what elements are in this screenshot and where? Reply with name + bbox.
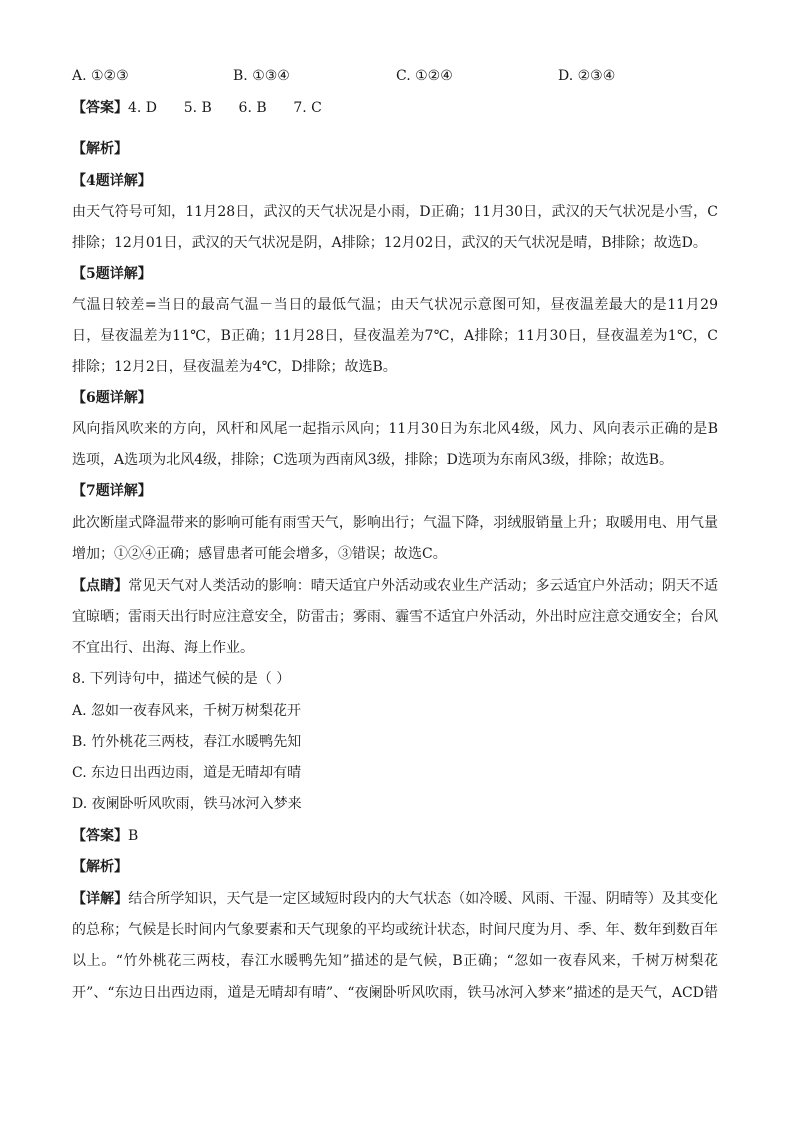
option-a: A. ①②③ bbox=[72, 68, 129, 84]
q4-line-2: 排除；12月01日，武汉的天气状况是阴，A排除；12月02日，武汉的天气状况是晴，B排除；故选D。 bbox=[72, 235, 707, 251]
q8-detail-line-4: 开”、“东边日出西边雨，道是无晴却有晴”、“夜阑卧听风吹雨，铁马冰河入梦来”描述的是天气，ACD错 bbox=[72, 985, 718, 1001]
tip-tag: 【点睛】 bbox=[72, 578, 129, 594]
q8-detail-line-1 bbox=[72, 889, 718, 909]
tip-text-1: 常见天气对人类活动的影响：晴天适宜户外活动或农业生产活动；多云适宜户外活动；阴天不适 bbox=[128, 578, 719, 594]
q8-stem: 8. 下列诗句中，描述气候的是（ ） bbox=[72, 671, 291, 687]
answer-line bbox=[72, 98, 322, 118]
q6-line-2: 选项，A选项为北风4级，排除；C选项为西南风3级，排除；D选项为东南风3级，排除；故选B。 bbox=[72, 452, 674, 468]
q8-answer-line bbox=[72, 826, 138, 846]
analysis-heading: 【解析】 bbox=[72, 141, 128, 157]
q6-line-1: 风向指风吹来的方向，风杆和风尾一起指示风向；11月30日为东北风4级，风力、风向表示正确的是B bbox=[72, 421, 718, 437]
q7-line-2: 增加；①②④正确；感冒患者可能会增多，③错误；故选C。 bbox=[72, 546, 447, 562]
tip-line-1 bbox=[72, 576, 718, 596]
q8-option-d: D. 夜阑卧听风吹雨，铁马冰河入梦来 bbox=[72, 796, 302, 812]
q8-answer-tag: 【答案】 bbox=[72, 828, 128, 844]
q8-detail-line-3: 以上。“竹外桃花三两枝，春江水暖鸭先知”描述的是气候，B正确；“忽如一夜春风来，千树万树梨花 bbox=[72, 953, 718, 969]
q4-heading: 【4题详解】 bbox=[72, 173, 152, 189]
q5-line-1: 气温日较差=当日的最高气温－当日的最低气温；由天气状况示意图可知，昼夜温差最大的是11月29 bbox=[72, 297, 718, 313]
answer-tag: 【答案】 bbox=[72, 100, 128, 116]
q5-heading: 【5题详解】 bbox=[72, 266, 152, 282]
q8-answer: B bbox=[128, 828, 139, 844]
answer-text: 4. D 5. B 6. B 7. C bbox=[128, 100, 322, 116]
q4-line-1: 由天气符号可知，11月28日，武汉的天气状况是小雨，D正确；11月30日，武汉的天气状况是小雪，C bbox=[72, 204, 718, 220]
option-d: D. ②③④ bbox=[558, 68, 616, 84]
option-c: C. ①②④ bbox=[396, 68, 453, 84]
q8-analysis-heading: 【解析】 bbox=[72, 859, 128, 875]
q7-line-1: 此次断崖式降温带来的影响可能有雨雪天气，影响出行；气温下降，羽绒服销量上升；取暖用电、用气量 bbox=[72, 515, 718, 531]
q8-option-b: B. 竹外桃花三两枝，春江水暖鸭先知 bbox=[72, 734, 302, 750]
tip-line-3: 不宜出行、出海、海上作业。 bbox=[72, 640, 254, 656]
q7-heading: 【7题详解】 bbox=[72, 483, 152, 499]
q8-option-a: A. 忽如一夜春风来，千树万树梨花开 bbox=[72, 703, 302, 719]
q6-heading: 【6题详解】 bbox=[72, 390, 152, 406]
tip-line-2: 宜晾晒；雷雨天出行时应注意安全，防雷击；雾雨、霾雪不适宜户外活动，外出时应注意交通安全；台风 bbox=[72, 609, 718, 625]
q5-line-3: 排除；12月2日，昼夜温差为4℃，D排除；故选B。 bbox=[72, 359, 397, 375]
q8-detail-text-1: 结合所学知识，天气是一定区域短时段内的大气状态（如冷暖、风雨、干湿、阴晴等）及其变化 bbox=[128, 891, 719, 907]
q8-detail-tag: 【详解】 bbox=[72, 891, 129, 907]
q8-option-c: C. 东边日出西边雨，道是无晴却有晴 bbox=[72, 765, 302, 781]
q8-detail-line-2: 的总称；气候是长时间内气象要素和天气现象的平均或统计状态，时间尺度为月、季、年、数年到数百年 bbox=[72, 922, 718, 938]
q5-line-2: 日，昼夜温差为11℃，B正确；11月28日，昼夜温差为7℃，A排除；11月30日，昼夜温差为1℃，C bbox=[72, 328, 718, 344]
option-b: B. ①③④ bbox=[233, 68, 290, 84]
